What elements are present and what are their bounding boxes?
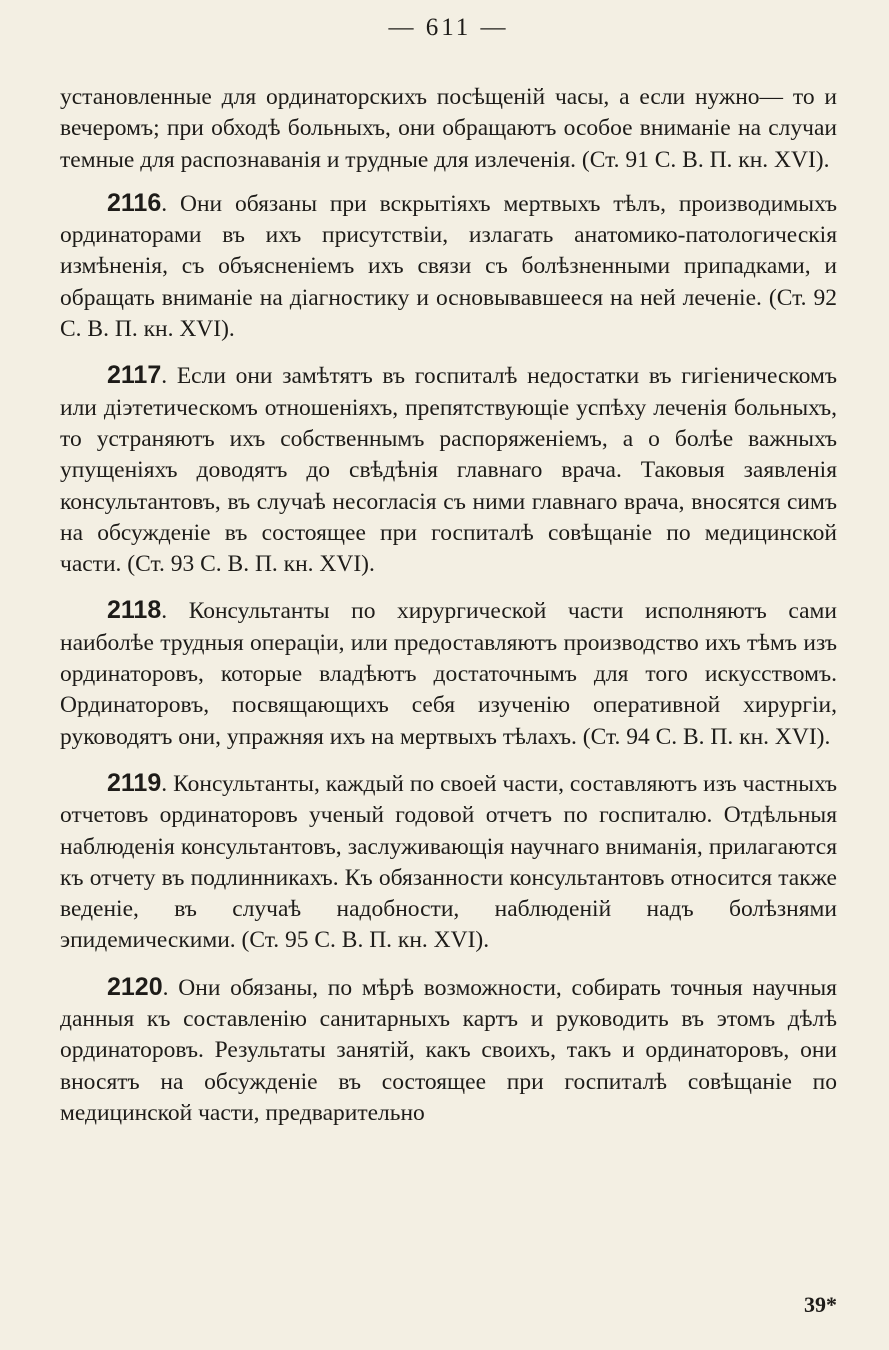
section-2120 <box>60 972 837 1129</box>
section-text: . Они обязаны при вскрытіяхъ мертвыхъ тѣлъ, производимыхъ ординаторами въ ихъ присутствіи, излагать анатомико-патологическія измѣненія, съ объясненіемъ ихъ связи съ болѣзненными припадками, и обращать вниманіе на діагностику и основывавшееся на ней леченіе. (Ст. 92 С. В. П. кн. XVI). <box>60 190 837 343</box>
section-number: 2117 <box>107 361 162 390</box>
section-number: 2118 <box>107 596 162 625</box>
page-number: — 611 — <box>388 14 509 41</box>
section-text: установленные для ординаторскихъ посѣщеній часы, а если нужно— то и вечеромъ; при обходѣ больныхъ, они обращаютъ особое вниманіе на случаи темные для распознаванія и трудные для излеченія. (Ст. 91 С. В. П. кн. XVI). <box>60 84 837 173</box>
section-number: 2116 <box>107 188 162 217</box>
section-text: . Консультанты по хирургической части исполняютъ сами наиболѣе трудныя операціи, или предоставляютъ производство ихъ тѣмъ изъ ординаторовъ, которые владѣютъ достаточнымъ для того искусствомъ. Ординаторовъ, посвящающихъ себя изученію оперативной хирургіи, руководятъ они, упражняя ихъ на мертвыхъ тѣлахъ. (Ст. 94 С. В. П. кн. XVI). <box>60 598 837 750</box>
section-number: 2120 <box>107 972 163 1001</box>
section-2116 <box>60 188 837 345</box>
section-text: . Они обязаны, по мѣрѣ возможности, собирать точныя научныя данныя къ составленію санитарныхъ картъ и руководить въ этомъ дѣлѣ ординаторовъ. Результаты занятій, какъ своихъ, такъ и ординаторовъ, они вносятъ на обсужденіе въ состоящее при госпиталѣ совѣщаніе по медицинской части, предварительно <box>60 974 837 1126</box>
section-2119 <box>60 768 837 957</box>
section-2118 <box>60 595 837 752</box>
section-continuation <box>60 82 837 176</box>
section-2117 <box>60 360 837 580</box>
printer-signature: 39* <box>804 1292 837 1317</box>
section-text: . Консультанты, каждый по своей части, составляютъ изъ частныхъ отчетовъ ординаторовъ ученый годовой отчетъ по госпиталю. Отдѣльныя наблюденія консультантовъ, заслуживающія научнаго вниманія, прилагаются къ отчету въ подлинникахъ. Къ обязанности консультантовъ относится также веденіе, въ случаѣ надобности, наблюденій надъ болѣзнями эпидемическими. (Ст. 95 С. В. П. кн. XVI). <box>60 770 837 954</box>
section-number: 2119 <box>107 768 162 797</box>
section-text: . Если они замѣтятъ въ госпиталѣ недостатки въ гигіеническомъ или діэтетическомъ отношеніяхъ, препятствующіе успѣху леченія больныхъ, то устраняютъ ихъ собственнымъ распоряженіемъ, а о болѣе важныхъ упущеніяхъ доводятъ до свѣдѣнія главнаго врача. Таковыя заявленія консультантовъ, въ случаѣ несогласія съ ними главнаго врача, вносятся симъ на обсужденіе въ состоящее при госпиталѣ совѣщаніе по медицинской части. (Ст. 93 С. В. П. кн. XVI). <box>60 363 837 578</box>
